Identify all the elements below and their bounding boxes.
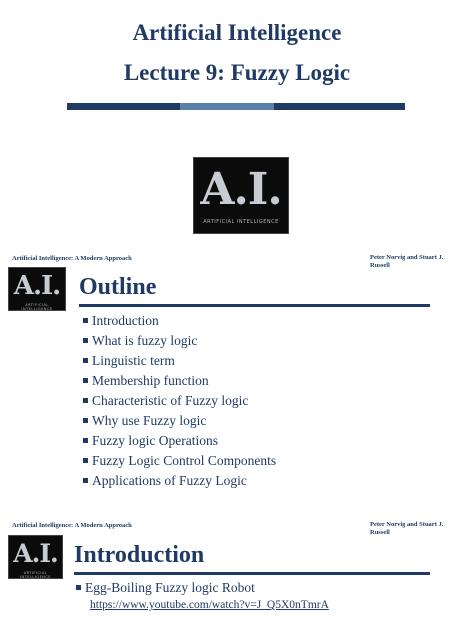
intro-slide: [0, 518, 474, 632]
presentation-title: Artificial Intelligence: [132, 20, 342, 45]
ai-logo-letters: A.I.: [200, 164, 282, 215]
lecture-title: Lecture 9: Fuzzy Logic: [123, 60, 351, 85]
ai-logo-letters: A.I.: [13, 539, 58, 568]
bar-segment-right: [274, 103, 405, 110]
slide-header-right: Peter Norvig and Stuart J. Russell: [370, 521, 444, 536]
list-item: Applications of Fuzzy Logic: [83, 471, 276, 491]
list-item: What is fuzzy logic: [83, 331, 276, 351]
ai-logo-subtitle: ARTIFICIAL INTELLIGENCE: [203, 219, 279, 225]
list-item: Characteristic of Fuzzy logic: [83, 391, 276, 411]
list-item: Fuzzy Logic Control Components: [83, 451, 276, 471]
ai-logo: [193, 157, 289, 234]
ai-logo-subtitle: ARTIFICIAL INTELLIGENCE: [19, 571, 52, 579]
slide-header-left: Artificial Intelligence: A Modern Approach: [12, 522, 132, 529]
ai-logo-subtitle: ARTIFICIAL INTELLIGENCE: [21, 303, 53, 311]
list-item: Membership function: [83, 371, 276, 391]
slide-title: Outline: [79, 274, 157, 300]
title-slide: [0, 0, 474, 245]
bar-segment-left: [67, 103, 180, 110]
slide-title: Introduction: [74, 542, 205, 568]
ai-logo: [8, 267, 66, 311]
ai-logo-letters: A.I.: [13, 271, 61, 301]
outline-slide: [0, 250, 474, 522]
slide-header-left: Artificial Intelligence: A Modern Approach: [12, 255, 132, 262]
title-underline: [79, 304, 430, 307]
outline-list: [83, 311, 276, 491]
list-item: Why use Fuzzy logic: [83, 411, 276, 431]
slide-header-right: Peter Norvig and Stuart J. Russell: [370, 254, 444, 269]
list-item: Fuzzy logic Operations: [83, 431, 276, 451]
ai-logo: [8, 535, 63, 579]
intro-list: [76, 578, 255, 598]
list-item: Introduction: [83, 311, 276, 331]
video-link[interactable]: https://www.youtube.com/watch?v=J_Q5X0nTmrA: [90, 599, 329, 611]
bar-segment-middle: [180, 103, 274, 110]
title-underline: [74, 572, 430, 575]
list-item: Linguistic term: [83, 351, 276, 371]
list-item: Egg-Boiling Fuzzy logic Robot: [76, 578, 255, 598]
title-decoration-bar: [67, 103, 405, 110]
